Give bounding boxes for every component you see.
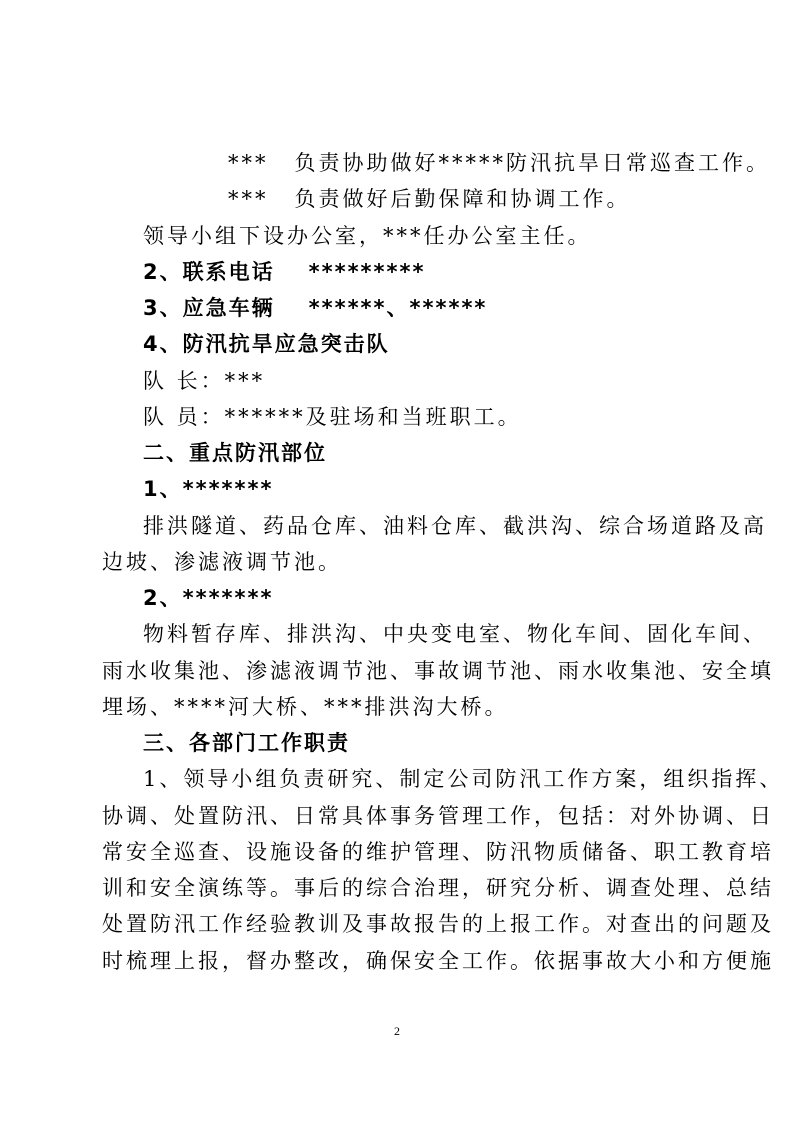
- paragraph-line: 处置防汛工作经验教训及事故报告的上报工作。对查出的问题及: [102, 912, 774, 936]
- member-duty-line-1: [228, 149, 770, 177]
- contact-phone-heading: [143, 258, 425, 286]
- paragraph-line: 领导小组下设办公室，***任办公室主任。: [143, 224, 592, 248]
- paragraph-line: 埋场、****河大桥、***排洪沟大桥。: [102, 695, 509, 719]
- sub-heading: 2、*******: [143, 586, 274, 610]
- section-heading: 三、各部门工作职责: [143, 731, 350, 755]
- section-heading: 4、防汛抗旱应急突击队: [143, 332, 390, 356]
- member-duty: 负责协助做好*****防汛抗旱日常巡查工作。: [294, 151, 770, 175]
- paragraph-line: 边坡、渗滤液调节池。: [102, 550, 342, 574]
- paragraph-line: 队 员：******及驻场和当班职工。: [143, 405, 522, 429]
- emergency-vehicle-heading: [143, 294, 487, 322]
- member-name: ***: [228, 187, 269, 211]
- heading-value: ******、******: [308, 296, 488, 320]
- paragraph-line: 时梳理上报，督办整改，确保安全工作。依据事故大小和方便施: [102, 949, 774, 973]
- member-name: ***: [228, 151, 269, 175]
- member-duty: 负责做好后勤保障和协调工作。: [294, 187, 631, 211]
- paragraph-line: 训和安全演练等。事后的综合治理，研究分析、调查处理、总结: [102, 876, 774, 900]
- sub-heading: 1、*******: [143, 477, 274, 501]
- paragraph-line: 雨水收集池、渗滤液调节池、事故调节池、雨水收集池、安全填: [102, 659, 774, 683]
- paragraph-line: 常安全巡查、设施设备的维护管理、防汛物质储备、职工教育培: [102, 840, 774, 864]
- paragraph-line: 协调、处置防汛、日常具体事务管理工作，包括：对外协调、日: [102, 804, 774, 828]
- member-duty-line-2: [228, 185, 631, 213]
- heading-label: 3、应急车辆: [143, 296, 275, 320]
- paragraph-line: 排洪隧道、药品仓库、油料仓库、截洪沟、综合场道路及高: [143, 514, 767, 538]
- paragraph-line: 1、领导小组负责研究、制定公司防汛工作方案，组织指挥、: [143, 767, 784, 791]
- paragraph-line: 物料暂存库、排洪沟、中央变电室、物化车间、固化车间、: [143, 622, 767, 646]
- heading-label: 2、联系电话: [143, 260, 275, 284]
- heading-value: *********: [308, 260, 426, 284]
- section-heading: 二、重点防汛部位: [143, 441, 327, 465]
- paragraph-line: 队 长：***: [143, 369, 266, 393]
- page-number: 2: [394, 1024, 400, 1038]
